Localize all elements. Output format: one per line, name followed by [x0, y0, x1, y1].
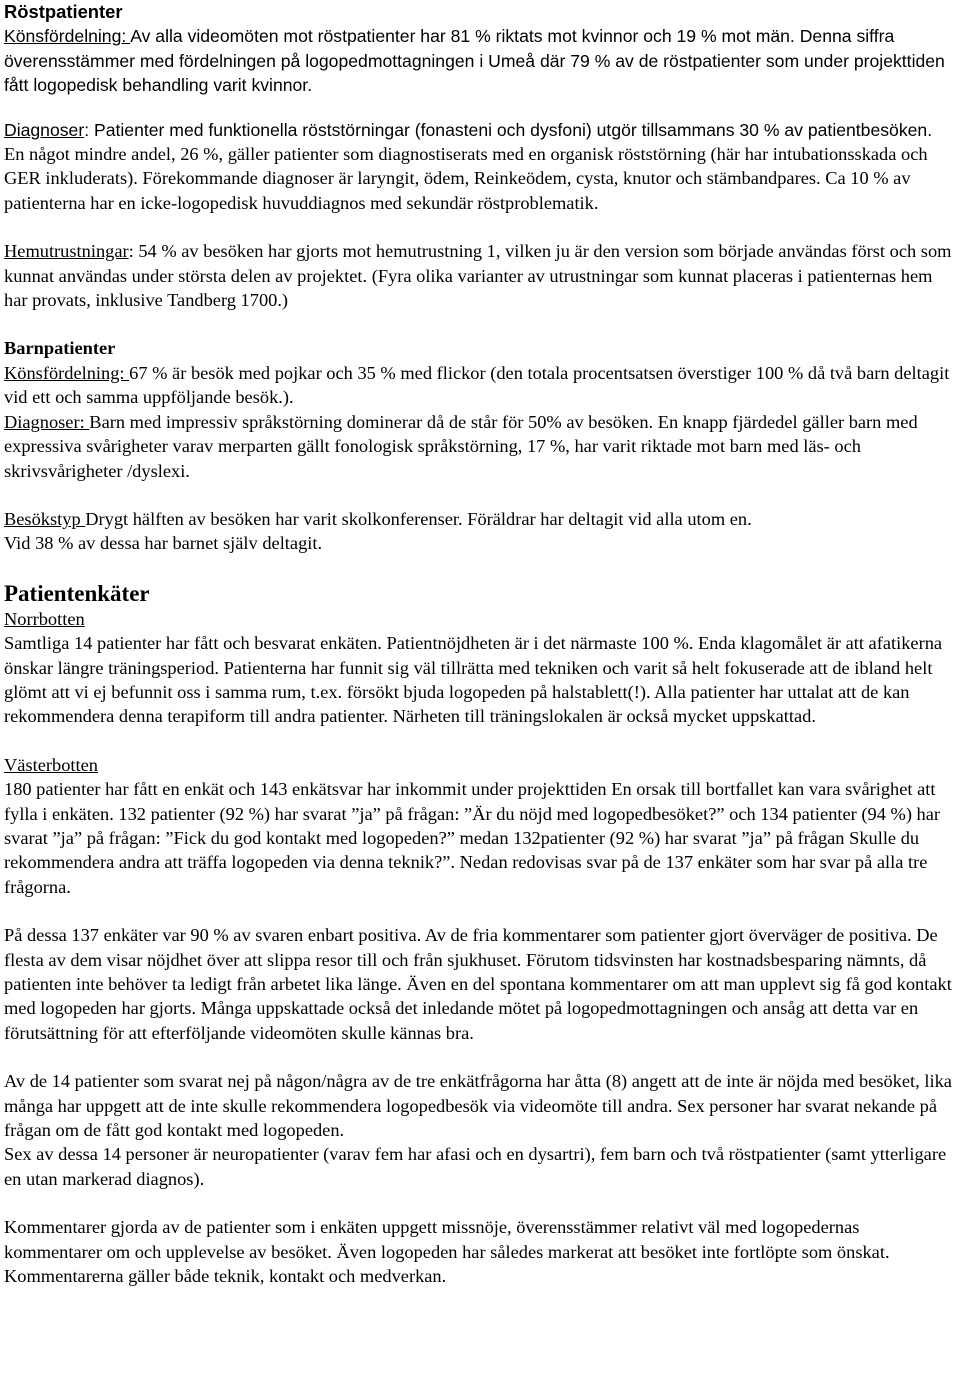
text-rost-konsfordelning: Av alla videomöten mot röstpatienter har 81 % riktats mot kvinnor och 19 % mot män. Denna siffra överensstämmer med fördelningen på logopedmottagningen i Umeå där 79 % av de röstpatienter som under projekttiden fått logopedisk behandling varit kvinnor. — [4, 26, 945, 96]
label-rost-konsfordelning: Könsfördelning: — [4, 26, 131, 47]
text-barn-besokstyp-1: Drygt hälften av besöken har varit skolkonferenser. Föräldrar har deltagit vid alla utom en. — [85, 508, 752, 529]
text-barn-diagnoser: Barn med impressiv språkstörning dominerar då de står för 50% av besöken. En knapp fjärdedel gäller barn med expressiva svårigheter varav merparten gällt fonologisk språkstörning, 17 %, har varit riktade mot barn med läs- och skrivsvårigheter /dyslexi. — [4, 411, 918, 481]
paragraph-rost-diagnoser — [4, 118, 956, 216]
label-barn-besokstyp: Besökstyp — [4, 508, 86, 529]
paragraph-norrbotten: Samtliga 14 patienter har fått och besvarat enkäten. Patientnöjdheten är i det närmaste 100 %. Enda klagomålet är att afatikerna önskar längre träningsperiod. Patienterna har funnit sig väl tillrätta med tekniken och varit så helt fokuserade att de ibland helt glömt att vi ej befunnit oss i samma rum, t.ex. försökt bjuda logopeden på halstablett(!). Alla patienter har uttalat att de kan rekommendera denna terapiform till andra patienter. Närheten till träningslokalen är också mycket uppskattad. — [4, 633, 943, 727]
paragraph-14-patienter-b: Sex av dessa 14 personer är neuropatienter (varav fem har afasi och en dysartri), fem barn och två röstpatienter (samt ytterligare en utan markerad diagnos). — [4, 1144, 947, 1189]
label-rost-diagnoser: Diagnoser — [4, 119, 85, 140]
spacer — [4, 556, 956, 580]
spacer — [4, 215, 956, 239]
spacer — [4, 729, 956, 753]
paragraph-rost-hemutrustningar — [4, 239, 956, 312]
section-rostpatienter — [4, 0, 956, 98]
paragraph-kommentarer: Kommentarer gjorda av de patienter som i enkäten uppgett missnöje, överensstämmer relativt väl med logopedernas kommentarer om och upplevelse av besöket. Även logopeden har således markerat att besöket inte fortlöpte som önskat. Kommentarerna gäller både teknik, kontakt och medverkan. — [4, 1217, 890, 1287]
paragraph-14-patienter-a: Av de 14 patienter som svarat nej på någon/några av de tre enkätfrågorna har åtta (8) angett att de inte är nöjda med besöket, lika många har uppgett att de inte skulle rekommendera logopedbesök via videomöte till andra. Sex personer har svarat nekande på frågan om de fått god kontakt med logopeden. — [4, 1071, 952, 1141]
label-vasterbotten: Västerbotten — [4, 754, 98, 775]
spacer — [4, 483, 956, 507]
text-rost-diagnoser-b: En något mindre andel, 26 %, gäller patienter som diagnostiserats med en organisk röststörning (här har intubationsskada och GER inkluderats). Förekommande diagnoser är laryngit, ödem, Reinkeödem, cysta, knutor och stämbandpares. Ca 10 % av patienterna har en icke-logopedisk huvuddiagnos med sekundär röstproblematik. — [4, 144, 928, 213]
label-barn-diagnoser: Diagnoser: — [4, 411, 90, 432]
spacer — [4, 1045, 956, 1069]
spacer — [4, 1191, 956, 1215]
heading-patientenkater: Patientenkäter — [4, 580, 150, 606]
paragraph-barn-besokstyp — [4, 507, 956, 531]
heading-rostpatienter: Röstpatienter — [4, 1, 123, 22]
paragraph-rost-konsfordelning — [4, 24, 956, 97]
paragraph-barn-konsfordelning — [4, 361, 956, 410]
text-rost-hemutrustningar: : 54 % av besöken har gjorts mot hemutrustning 1, vilken ju är den version som började användas först och som kunnat användas under största delen av projektet. (Fyra olika varianter av utrustningar som kunnat placeras i patienternas hem har provats, inklusive Tandberg 1700.) — [4, 241, 952, 311]
paragraph-137-enkater: På dessa 137 enkäter var 90 % av svaren enbart positiva. Av de fria kommentarer som patienter gjort överväger de positiva. De flesta av dem visar nöjdhet över att slippa resor till och från sjukhuset. Förutom tidsvinsten har kostnadsbesparing nämnts, då patienten inte behöver ta ledigt från arbetet lika länge. Även en del spontana kommentarer om att man upplevt sig få god kontakt med logopeden har gjorts. Många uppskattade också det inledande mötet på logopedmottagningen och ansåg att detta var en förutsättning för att efterföljande videomöten skulle kännas bra. — [4, 925, 952, 1043]
label-rost-hemutrustningar: Hemutrustningar — [4, 241, 129, 262]
paragraph-vasterbotten: 180 patienter har fått en enkät och 143 enkätsvar har inkommit under projekttiden En orsak till bortfallet kan vara svårighet att fylla i enkäten. 132 patienter (92 %) har svarat ”ja” på frågan: ”Är du nöjd med logopedbesöket?” och 134 patienter (94 %) har svarat ”ja” på frågan: ”Fick du god kontakt med logopeden?” medan 132patienter (92 %) har svarat ”ja” på frågan Skulle du rekommendera andra att träffa logopeden via denna teknik?”. Nedan redovisas svar på de 137 enkäter som har svar på alla tre frågorna. — [4, 779, 941, 897]
label-norrbotten: Norrbotten — [4, 608, 85, 629]
paragraph-barn-diagnoser — [4, 410, 956, 483]
label-barn-konsfordelning: Könsfördelning: — [4, 362, 130, 383]
heading-barnpatienter: Barnpatienter — [4, 338, 116, 359]
text-barn-konsfordelning: 67 % är besök med pojkar och 35 % med flickor (den totala procentsatsen överstiger 100 % då två barn deltagit vid ett och samma uppföljande besök.). — [4, 362, 950, 408]
spacer — [4, 899, 956, 923]
paragraph-barn-besokstyp-2: Vid 38 % av dessa har barnet själv deltagit. — [4, 533, 323, 554]
spacer — [4, 312, 956, 336]
text-rost-diagnoser-a: : Patienter med funktionella röststörningar (fonasteni och dysfoni) utgör tillsammans 30 % av patientbesöken. — [84, 119, 933, 140]
spacer — [4, 98, 956, 118]
